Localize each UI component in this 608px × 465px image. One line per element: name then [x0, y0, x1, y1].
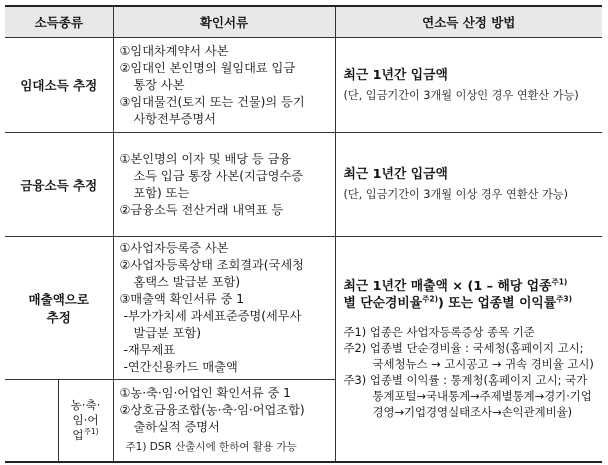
- method-financial: [335, 133, 602, 237]
- header-row: [5, 6, 602, 38]
- doc-line: ②상호금융조합(농·축·임·어업조합): [119, 402, 305, 417]
- note-line: 주1) 업종은 사업자등록증상 종목 기준: [343, 324, 535, 339]
- note-line: 국세청뉴스 → 고시공고 → 귀속 경비율 고시): [372, 356, 594, 371]
- category-sales-line1: 매출액으로: [28, 292, 89, 307]
- agri-label-1: 농·축·: [70, 397, 101, 412]
- method-text: 별 단순경비율: [343, 295, 423, 311]
- docs-financial: [113, 133, 335, 237]
- method-text: ) 또는 업종별 이익률: [438, 295, 557, 311]
- category-agri: [58, 380, 113, 462]
- row-financial: [5, 133, 602, 237]
- footnote-mark: 주3): [556, 294, 573, 304]
- doc-line: ①본인명의 이자 및 배당 등 금융: [119, 151, 292, 166]
- doc-line: ③매출액 확인서류 중 1: [119, 292, 244, 306]
- doc-line: ②임대인 본인명의 월임대료 입금: [119, 60, 296, 75]
- agri-footnote: 주1) DSR 산출시에 한하여 활용 가능: [125, 440, 297, 453]
- note-line: 주3) 업종별 이익률 : 통계청(홈페이지 고시; 국가: [343, 372, 588, 387]
- category-sales-line2: 추정: [46, 310, 71, 325]
- method-rental: [335, 38, 602, 133]
- agri-label-text: 업: [72, 427, 84, 442]
- category-sales: [5, 237, 113, 380]
- header-documents: 확인서류: [113, 6, 335, 38]
- header-income-type: 소득종류: [5, 6, 113, 38]
- method-sub: (단, 입금기간이 3개월 이상 경우 연환산 가능): [343, 188, 568, 201]
- doc-line: 출하실적 증명서: [133, 419, 220, 434]
- method-sales: [335, 237, 602, 462]
- doc-line: ①농·축·임·어업인 확인서류 중 1: [119, 385, 291, 400]
- doc-line: 통장 사본: [133, 77, 185, 92]
- agri-label-2: 임·어: [72, 412, 99, 427]
- method-main-line1: [344, 278, 595, 295]
- method-sub: (단, 입금기간이 3개월 이상인 경우 연환산 가능): [343, 88, 579, 102]
- footnote-mark: 주2): [422, 294, 439, 304]
- note-line: 통계포털→국내통계→주제별통계→경기·기업: [372, 388, 592, 403]
- doc-line: ②금융소득 전산거래 내역표 등: [119, 202, 284, 217]
- doc-line: -재무제표: [123, 343, 175, 357]
- method-notes: [344, 324, 595, 420]
- footnote-mark: 주1): [83, 426, 99, 436]
- doc-line: 발급분 포함): [133, 326, 201, 340]
- method-main-line2: [344, 295, 595, 312]
- method-main: 최근 1년간 입금액: [343, 67, 448, 83]
- agri-label-3: [59, 428, 113, 443]
- income-table: [5, 5, 602, 463]
- docs-rental: [113, 38, 335, 133]
- doc-line: 포함) 또는: [133, 185, 190, 200]
- docs-sales: [113, 237, 335, 380]
- note-line: 경영→기업경영실태조사→손익관계비율): [372, 404, 573, 419]
- doc-line: 사항전부증명서: [133, 111, 216, 126]
- doc-line: -연간신용카드 매출액: [123, 360, 238, 374]
- method-text: 최근 1년간 매출액 × (1 – 해당 업종: [343, 278, 552, 294]
- doc-line: -부가가치세 과세표준증명(세무사: [123, 309, 302, 323]
- category-financial: 금융소득 추정: [5, 133, 113, 237]
- row-rental: [5, 38, 602, 133]
- header-method: 연소득 산정 방법: [335, 6, 602, 38]
- note-line: 주2) 업종별 단순경비율 : 국세청(홈페이지 고시;: [343, 340, 584, 355]
- docs-agri: [113, 380, 335, 462]
- doc-line: ③임대물건(토지 또는 건물)의 등기: [119, 94, 305, 109]
- category-rental: 임대소득 추정: [5, 38, 113, 133]
- doc-line: 소득 입금 통장 사본(지급영수증: [133, 168, 303, 183]
- row-sales: [5, 237, 602, 380]
- method-main: 최근 1년간 입금액: [343, 167, 448, 182]
- doc-line: ②사업자등록상태 조회결과(국세청: [119, 258, 304, 272]
- agri-spacer: [5, 380, 58, 462]
- doc-line: 홈택스 발급분 포함): [133, 275, 241, 289]
- doc-line: ①사업자등록증 사본: [119, 241, 229, 255]
- doc-line: ①임대차계약서 사본: [119, 43, 229, 58]
- footnote-mark: 주1): [551, 277, 568, 287]
